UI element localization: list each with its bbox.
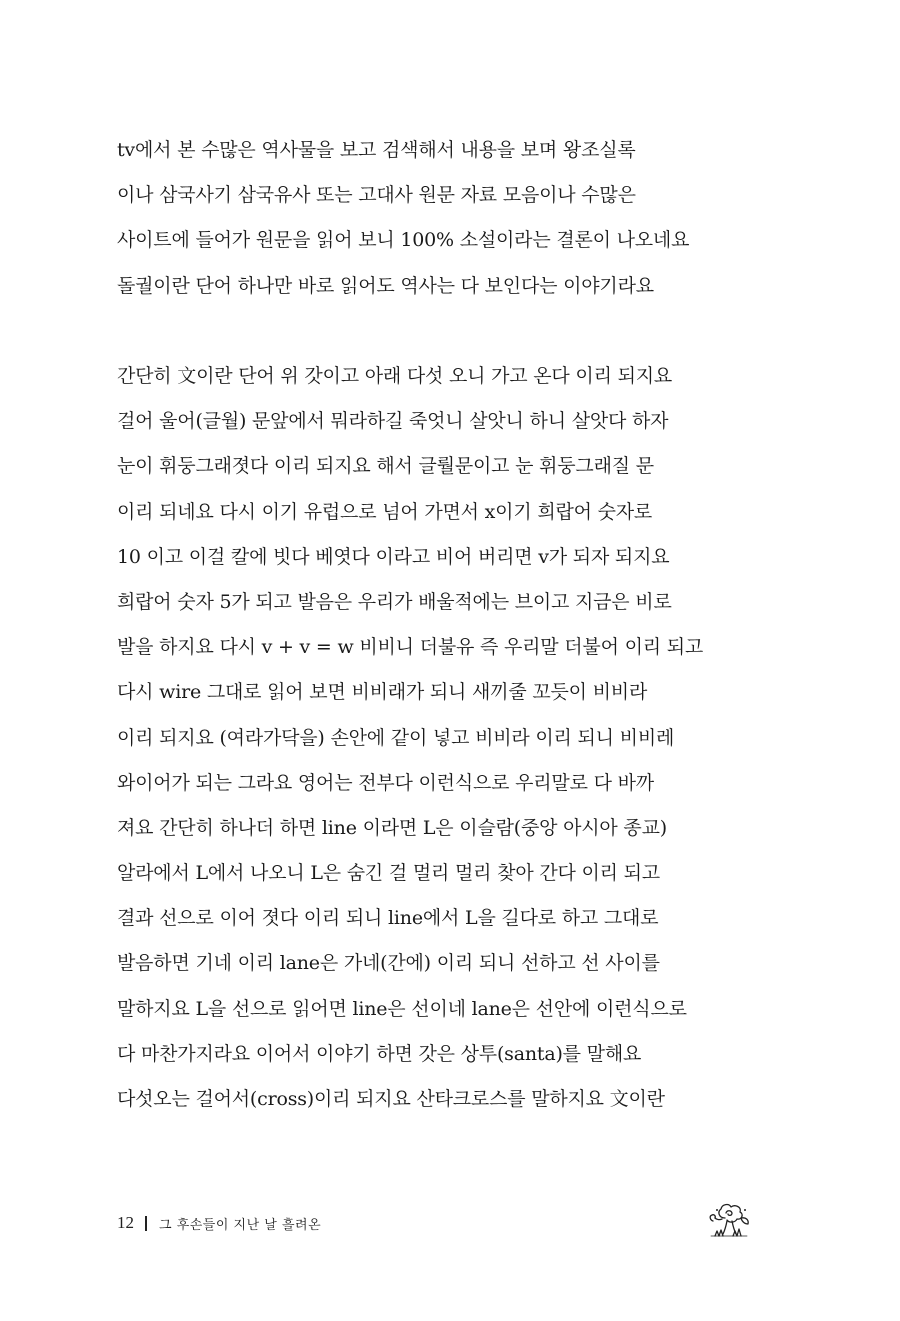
text-line: 다시 wire 그대로 읽어 보면 비비래가 되니 새끼줄 꼬듯이 비비라: [117, 681, 648, 704]
page-number: 12: [117, 1213, 134, 1232]
footer-divider: [145, 1216, 147, 1231]
running-title: 그 후손들이 지난 날 흘려온: [159, 1217, 322, 1233]
text-line: 다 마찬가지라요 이어서 이야기 하면 갓은 상투(santa)를 말해요: [117, 1042, 642, 1065]
paragraph-2: [117, 354, 717, 1122]
flower-ornament-icon: [705, 1196, 753, 1240]
text-line: 간단히 文이란 단어 위 갓이고 아래 다섯 오니 가고 온다 이리 되지요: [117, 365, 673, 387]
text-line: 져요 간단히 하나더 하면 line 이라면 L은 이슬람(중앙 아시아 종교): [117, 816, 667, 839]
text-line: 알라에서 L에서 나오니 L은 숨긴 걸 멀리 멀리 찾아 간다 이리 되고: [117, 862, 660, 885]
text-line: 발을 하지요 다시 v + v = w 비비니 더불유 즉 우리말 더불어 이리 되고: [117, 636, 704, 659]
text-line: 다섯오는 걸어서(cross)이리 되지요 산타크로스를 말하지요 文이란: [117, 1088, 665, 1110]
text-line: 걸어 울어(글월) 문앞에서 뭐라하길 죽엇니 살앗니 하니 살앗다 하자: [117, 410, 669, 433]
text-line: 희랍어 숫자 5가 되고 발음은 우리가 배울적에는 브이고 지금은 비로: [117, 590, 672, 613]
text-line: 말하지요 L을 선으로 읽어면 line은 선이네 lane은 선안에 이런식으로: [117, 997, 687, 1020]
text-line: 와이어가 되는 그라요 영어는 전부다 이런식으로 우리말로 다 바까: [117, 771, 654, 794]
text-line: 이리 되지요 (여라가닥을) 손안에 같이 넣고 비비라 이리 되니 비비레: [117, 726, 675, 749]
text-line: 이나 삼국사기 삼국유사 또는 고대사 원문 자료 모음이나 수많은: [117, 184, 636, 207]
text-line: 결과 선으로 이어 졋다 이리 되니 line에서 L을 길다로 하고 그대로: [117, 907, 659, 930]
text-line: tv에서 본 수많은 역사물을 보고 검색해서 내용을 보며 왕조실록: [117, 139, 636, 161]
text-line: 이리 되네요 다시 이기 유럽으로 넘어 가면서 x이기 희랍어 숫자로: [117, 500, 653, 523]
text-line: 사이트에 들어가 원문을 읽어 보니 100% 소설이라는 결론이 나오네요: [117, 229, 690, 252]
page-footer: [117, 1208, 321, 1238]
text-line: 돌궐이란 단어 하나만 바로 읽어도 역사는 다 보인다는 이야기라요: [117, 274, 654, 297]
text-line: 눈이 휘둥그래졋다 이리 되지요 해서 글뤌문이고 눈 휘둥그래질 문: [117, 455, 654, 478]
paragraph-1: [117, 128, 717, 309]
text-line: 발음하면 기네 이리 lane은 가네(간에) 이리 되니 선하고 선 사이를: [117, 952, 660, 975]
text-line: 10 이고 이걸 칼에 빗다 베엿다 이라고 비어 버리면 v가 되자 되지요: [117, 545, 670, 568]
